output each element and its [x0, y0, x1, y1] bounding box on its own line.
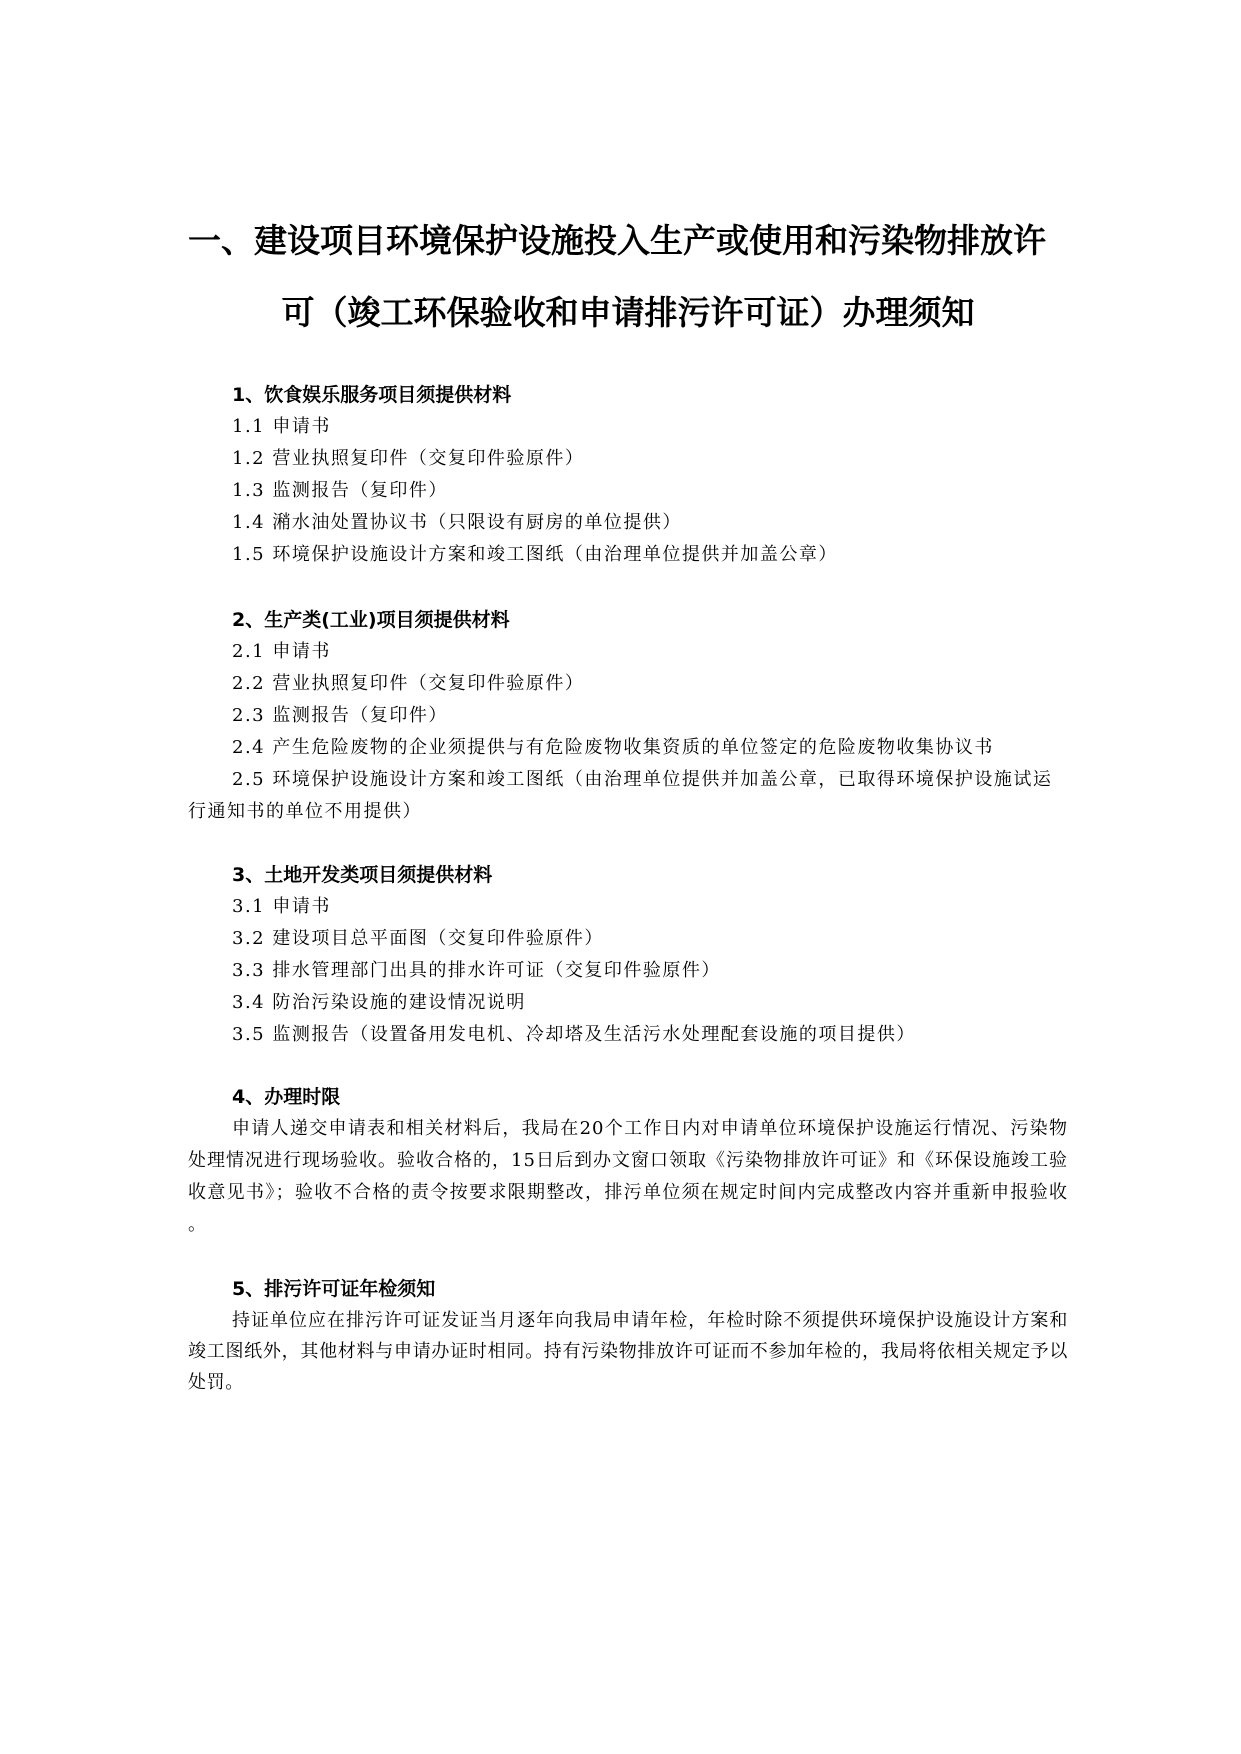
title-line-1: 一、建设项目环境保护设施投入生产或使用和污染物排放许 [188, 221, 1046, 260]
list-item: 1.2 营业执照复印件（交复印件验原件） [232, 448, 585, 469]
list-item: 1.3 监测报告（复印件） [232, 480, 448, 501]
section-heading: 2、生产类(工业)项目须提供材料 [232, 609, 510, 631]
section-heading: 5、排污许可证年检须知 [232, 1278, 436, 1300]
list-item: 2.1 申请书 [232, 641, 331, 662]
section-industrial-production [188, 604, 1068, 828]
list-item: 2.4 产生危险废物的企业须提供与有危险废物收集资质的单位签定的危险废物收集协议书 [232, 737, 994, 758]
list-item: 3.3 排水管理部门出具的排水许可证（交复印件验原件） [232, 960, 721, 981]
list-item: 1.5 环境保护设施设计方案和竣工图纸（由治理单位提供并加盖公章） [232, 544, 838, 565]
section-paragraph: 申请人递交申请表和相关材料后，我局在20个工作日内对申请单位环境保护设施运行情况、污染物处理情况进行现场验收。验收合格的，15日后到办文窗口领取《污染物排放许可证》和《环保设施竣工验收意见书》；验收不合格的责令按要求限期整改，排污单位须在规定时间内完成整改内容并重新申报验收 。 [188, 1118, 1068, 1235]
section-processing-time [188, 1081, 1068, 1241]
list-item: 2.5 环境保护设施设计方案和竣工图纸（由治理单位提供并加盖公章，已取得环境保护设施试运行通知书的单位不用提供） [188, 769, 1053, 822]
document-title [188, 220, 1068, 334]
list-item: 2.3 监测报告（复印件） [232, 705, 448, 726]
section-heading: 4、办理时限 [232, 1086, 341, 1108]
list-item: 3.5 监测报告（设置备用发电机、冷却塔及生活污水处理配套设施的项目提供） [232, 1024, 916, 1045]
list-item: 3.2 建设项目总平面图（交复印件验原件） [232, 928, 604, 949]
section-land-development [188, 859, 1068, 1051]
section-heading: 3、土地开发类项目须提供材料 [232, 864, 493, 886]
list-item: 1.4 潲水油处置协议书（只限设有厨房的单位提供） [232, 512, 682, 533]
section-paragraph: 持证单位应在排污许可证发证当月逐年向我局申请年检，年检时除不须提供环境保护设施设计方案和竣工图纸外，其他材料与申请办证时相同。持有污染物排放许可证而不参加年检的，我局将依相关规定予以处罚。 [188, 1310, 1068, 1393]
section-heading: 1、饮食娱乐服务项目须提供材料 [232, 384, 512, 406]
document-page [188, 220, 1068, 1398]
list-item: 3.1 申请书 [232, 896, 331, 917]
section-annual-inspection [188, 1273, 1068, 1398]
section-catering-entertainment [188, 379, 1068, 571]
title-line-2: 可（竣工环保验收和申请排污许可证）办理须知 [281, 293, 975, 332]
list-item: 2.2 营业执照复印件（交复印件验原件） [232, 673, 585, 694]
list-item: 1.1 申请书 [232, 416, 331, 437]
list-item: 3.4 防治污染设施的建设情况说明 [232, 992, 526, 1013]
